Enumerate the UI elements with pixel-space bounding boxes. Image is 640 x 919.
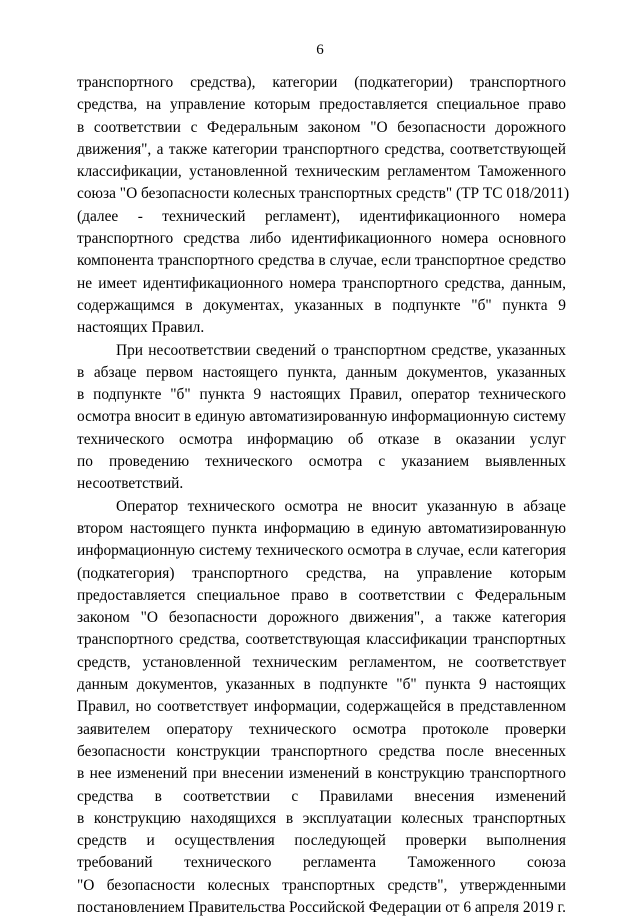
- text-line: средств и осуществления последующей проверки выполнения: [77, 832, 566, 850]
- text-line: данным документов, указанных в подпункте "б" пункта 9 настоящих: [77, 676, 566, 694]
- text-line: законом "О безопасности дорожного движения", а также категория: [77, 609, 566, 627]
- text-line: (далее - технический регламент), идентификационного номера: [77, 207, 566, 225]
- text-line: содержащимся в документах, указанных в подпункте "б" пункта 9: [77, 296, 566, 314]
- text-line: безопасности конструкции транспортного средства после внесенных: [77, 742, 566, 760]
- text-line: транспортного средства), категории (подкатегории) транспортного: [77, 74, 566, 91]
- text-line: предоставляется специальное право в соответствии с Федеральным: [77, 586, 566, 604]
- text-line: заявителем оператору технического осмотра протоколе проверки: [77, 720, 566, 738]
- text-line: классификации, установленной техническим регламентом Таможенного: [77, 163, 566, 181]
- text-line: Правил, но соответствует информации, содержащейся в представленном: [77, 698, 566, 716]
- text-line: средства в соответствии с Правилами внесения изменений: [77, 787, 566, 805]
- text-line: При несоответствии сведений о транспортном средстве, указанных: [116, 341, 566, 359]
- text-line: союза "О безопасности колесных транспортных средств" (ТР ТС 018/2011): [77, 185, 570, 203]
- text-line: транспортного средства либо идентификационного номера основного: [77, 230, 566, 248]
- text-line: "О безопасности колесных транспортных средств", утвержденными: [77, 876, 566, 894]
- text-line: требований технического регламента Таможенного союза: [77, 854, 566, 872]
- text-line: втором настоящего пункта информацию в единую автоматизированную: [77, 519, 566, 537]
- text-line: информационную систему технического осмотра в случае, если категория: [77, 542, 566, 560]
- text-line: постановлением Правительства Российской Федерации от 6 апреля 2019 г.: [77, 898, 566, 916]
- text-line: осмотра вносит в единую автоматизированную информационную систему: [77, 408, 566, 426]
- paragraph: [77, 340, 566, 496]
- text-line: средства, на управление которым предоставляется специальное право: [77, 96, 566, 114]
- text-line: средств, установленной техническим регламентом, не соответствует: [77, 653, 566, 671]
- text-line: транспортного средства, соответствующая классификации транспортных: [77, 631, 566, 649]
- text-line: в конструкцию находящихся в эксплуатации колесных транспортных: [77, 809, 566, 827]
- text-line: в подпункте "б" пункта 9 настоящих Правил, оператор технического: [77, 386, 566, 404]
- document-body: [77, 72, 570, 919]
- text-line: по проведению технического осмотра с указанием выявленных: [77, 453, 566, 471]
- text-line: (подкатегория) транспортного средства, на управление которым: [77, 564, 566, 582]
- text-line: в нее изменений при внесении изменений в конструкцию транспортного: [77, 765, 566, 783]
- text-line: Оператор технического осмотра не вносит указанную в абзаце: [116, 497, 566, 515]
- text-line: в абзаце первом настоящего пункта, данным документов, указанных: [77, 363, 566, 381]
- text-line: технического осмотра информацию об отказе в оказании услуг: [77, 430, 566, 448]
- page-number: 6: [316, 42, 324, 58]
- text-line: компонента транспортного средства в случае, если транспортное средство: [77, 252, 566, 270]
- paragraph: [77, 496, 566, 919]
- text-line: несоответствий.: [77, 475, 184, 493]
- text-line: движения", а также категории транспортного средства, соответствующей: [77, 140, 566, 158]
- paragraph: [77, 72, 570, 340]
- text-line: настоящих Правил.: [77, 319, 205, 337]
- text-line: не имеет идентификационного номера транспортного средства, данным,: [77, 274, 566, 292]
- text-line: в соответствии с Федеральным законом "О безопасности дорожного: [77, 118, 566, 136]
